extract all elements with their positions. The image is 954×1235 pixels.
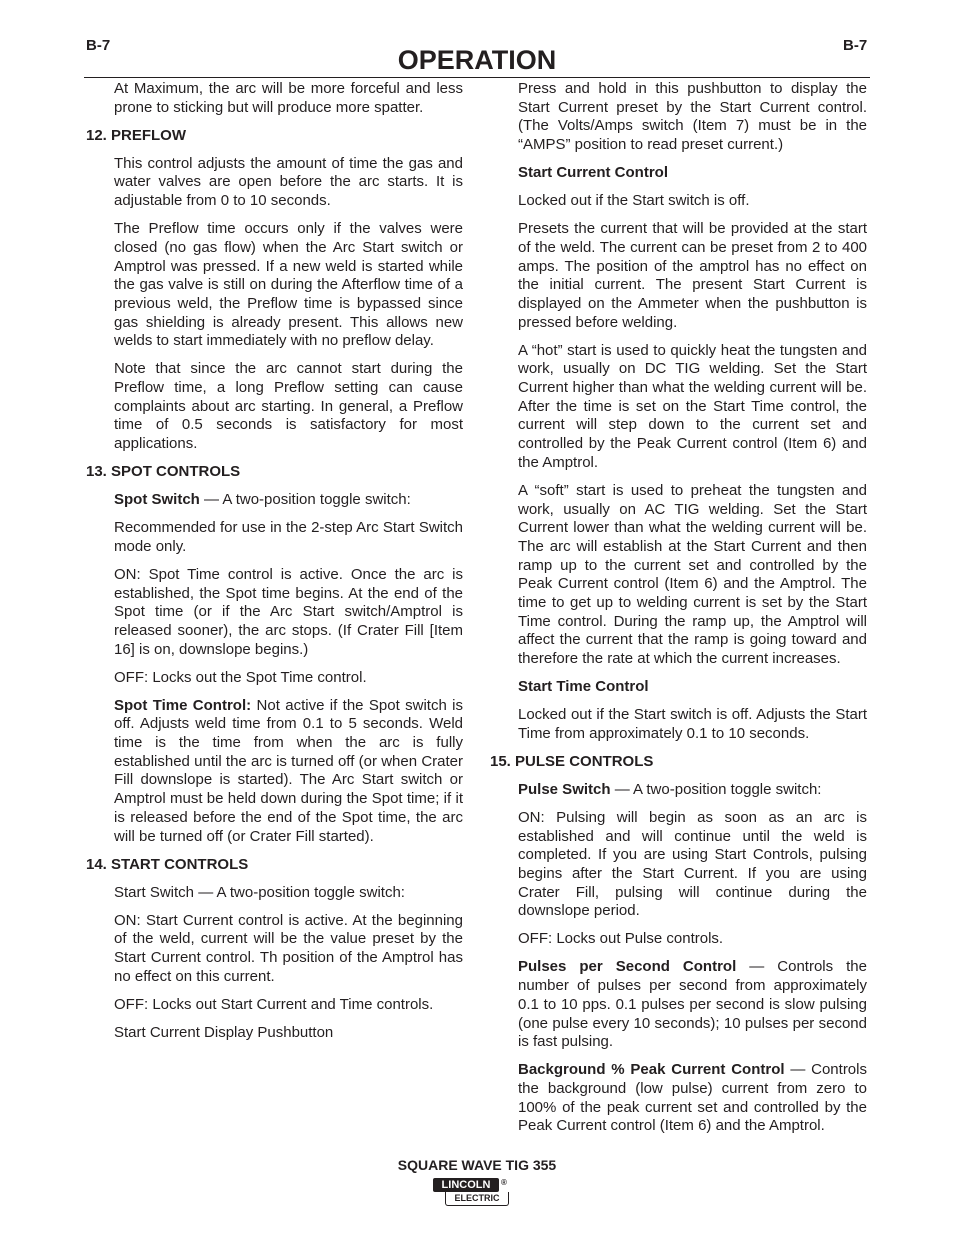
start-time-heading: Start Time Control bbox=[518, 678, 649, 696]
pulse-switch-text: — A two-position toggle switch: bbox=[610, 780, 822, 798]
hot-start-paragraph: A “hot” start is used to quickly heat the tungsten and work, usually on DC TIG welding. Set the Start Current higher than what the welding current will be. After the time is set on the Start Time control, the current will step down to the current set and controlled by the Peak Current control (Item 6) and the Amptrol. bbox=[518, 341, 867, 471]
spot-off-paragraph: OFF: Locks out the Spot Time control. bbox=[114, 668, 367, 686]
preflow-paragraph-1: This control adjusts the amount of time the gas and water valves are open before the arc starts. It is adjustable from 0 to 10 seconds. bbox=[114, 154, 463, 210]
section-13-heading: 13. SPOT CONTROLS bbox=[86, 463, 241, 481]
background-paragraph bbox=[490, 1061, 867, 1136]
lincoln-electric-logo bbox=[433, 1178, 509, 1208]
right-column bbox=[490, 80, 867, 1145]
section-12-heading: 12. PREFLOW bbox=[86, 126, 187, 144]
spot-switch-label: Spot Switch bbox=[114, 491, 200, 509]
start-on-paragraph: ON: Start Current control is active. At the beginning of the weld, current will be the value preset by the Start Current control. Th position of the Amptrol has no effect on this current. bbox=[114, 911, 463, 985]
page-number-right: B-7 bbox=[843, 37, 868, 54]
soft-start-paragraph: A “soft” start is used to preheat the tungsten and work, usually on AC TIG welding. Set the Start Current lower than what the welding current will be. The arc will establish at the Start Current and then ramp up to the current set and controlled by the Peak Current control (Item 6) and the Amptrol. The time to get up to welding current is set by the Start Time control. During the ramp up, the Amptrol will affect the current that the ramp is going toward and therefore the rate at which the current increases. bbox=[518, 481, 867, 668]
background-text: — Controls the background (low pulse) current from zero to 100% of the peak current set and controlled by the Peak Current control (Item 6) and the Amptrol. bbox=[518, 1061, 867, 1135]
start-display-paragraph: Start Current Display Pushbutton bbox=[114, 1023, 334, 1041]
spot-on-paragraph: ON: Spot Time control is active. Once the arc is established, the Spot time begins. At the end of the Spot time (or if the Arc Start switch/Amptrol is released sooner), the arc stops. (If Crater Fill [Item 16] is on, downslope begins.) bbox=[114, 565, 463, 658]
spot-switch-text: — A two-position toggle switch: bbox=[199, 491, 411, 509]
pps-label: Pulses per Second Control bbox=[518, 958, 737, 976]
start-switch-paragraph: Start Switch — A two-position toggle switch: bbox=[114, 883, 405, 901]
logo-top-text: LINCOLN bbox=[433, 1178, 499, 1192]
start-current-locked-paragraph: Locked out if the Start switch is off. bbox=[518, 192, 750, 210]
pulse-off-paragraph: OFF: Locks out Pulse controls. bbox=[518, 930, 724, 948]
spot-time-paragraph bbox=[86, 697, 463, 847]
pushbutton-paragraph: Press and hold in this pushbutton to display the Start Current preset by the Start Current control. (The Volts/Amps switch (Item 7) must be in the “AMPS” position to read preset current.) bbox=[518, 80, 867, 154]
section-15-heading: 15. PULSE CONTROLS bbox=[490, 752, 654, 770]
background-label: Background % Peak Current Control bbox=[518, 1061, 785, 1079]
logo-bottom-text: ELECTRIC bbox=[445, 1192, 509, 1206]
pulse-on-paragraph: ON: Pulsing will begin as soon as an arc is established and will continue until the weld is completed. If you are using Start Controls, pulsing begins after the Start Current. If you are using Crater Fill, pulsing will continue during the downslope period. bbox=[518, 808, 867, 920]
section-14-heading: 14. START CONTROLS bbox=[86, 855, 249, 873]
left-column bbox=[86, 80, 463, 1052]
start-current-heading: Start Current Control bbox=[518, 164, 668, 182]
start-off-paragraph: OFF: Locks out Start Current and Time controls. bbox=[114, 995, 434, 1013]
registered-mark: ® bbox=[501, 1178, 507, 1187]
preflow-paragraph-2: The Preflow time occurs only if the valves were closed (no gas flow) when the Arc Start switch or Amptrol was pressed. If a new weld is started while the gas valve is still on during the Afterflow time of a previous weld, the Preflow time is bypassed since gas shielding is already present. This allows new welds to start immediately with no preflow delay. bbox=[114, 220, 463, 350]
pps-paragraph bbox=[490, 958, 867, 1052]
page-number-left: B-7 bbox=[86, 37, 111, 54]
preflow-paragraph-3: Note that since the arc cannot start during the Preflow time, a long Preflow setting can cause complaints about arc starting. In general, a Preflow time of 0.5 seconds is satisfactory for most applications. bbox=[114, 360, 463, 453]
pps-text: — Controls the number of pulses per second from approximately 0.1 to 10 pps. 0.1 pulses per second is slow pulsing (one pulse every 10 seconds); 10 pulses per second is fast pulsing. bbox=[518, 958, 867, 1051]
start-time-paragraph: Locked out if the Start switch is off. Adjusts the Start Time from approximately 0.1 to 10 seconds. bbox=[518, 706, 867, 742]
title-rule bbox=[84, 77, 870, 78]
spot-time-label: Spot Time Control: bbox=[114, 696, 252, 714]
spot-switch-paragraph bbox=[86, 491, 463, 510]
intro-paragraph: At Maximum, the arc will be more forceful and less prone to sticking but will produce more spatter. bbox=[114, 80, 463, 116]
footer-model: SQUARE WAVE TIG 355 bbox=[397, 1157, 557, 1173]
pulse-switch-paragraph bbox=[490, 781, 867, 800]
spot-recommended-paragraph: Recommended for use in the 2-step Arc Start Switch mode only. bbox=[114, 519, 463, 555]
pulse-switch-label: Pulse Switch bbox=[518, 780, 611, 798]
page-title: OPERATION bbox=[397, 45, 557, 75]
start-current-presets-paragraph: Presets the current that will be provided at the start of the weld. The current can be preset from 2 to 400 amps. The position of the amptrol has no effect on the initial current. The present Start Current is displayed on the Ammeter when the pushbutton is pressed before welding. bbox=[518, 220, 867, 331]
spot-time-text: Not active if the Spot switch is off. Adjusts weld time from 0.1 to 5 seconds. Weld time is the time from when the arc is fully established until the arc is turned off (or when Crater Fill downslope is started). The Arc Start switch or Amptrol must be held down during the Spot time; if it is released before the end of the Spot time, the arc will be turned off (or Crater Fill started). bbox=[114, 696, 464, 845]
